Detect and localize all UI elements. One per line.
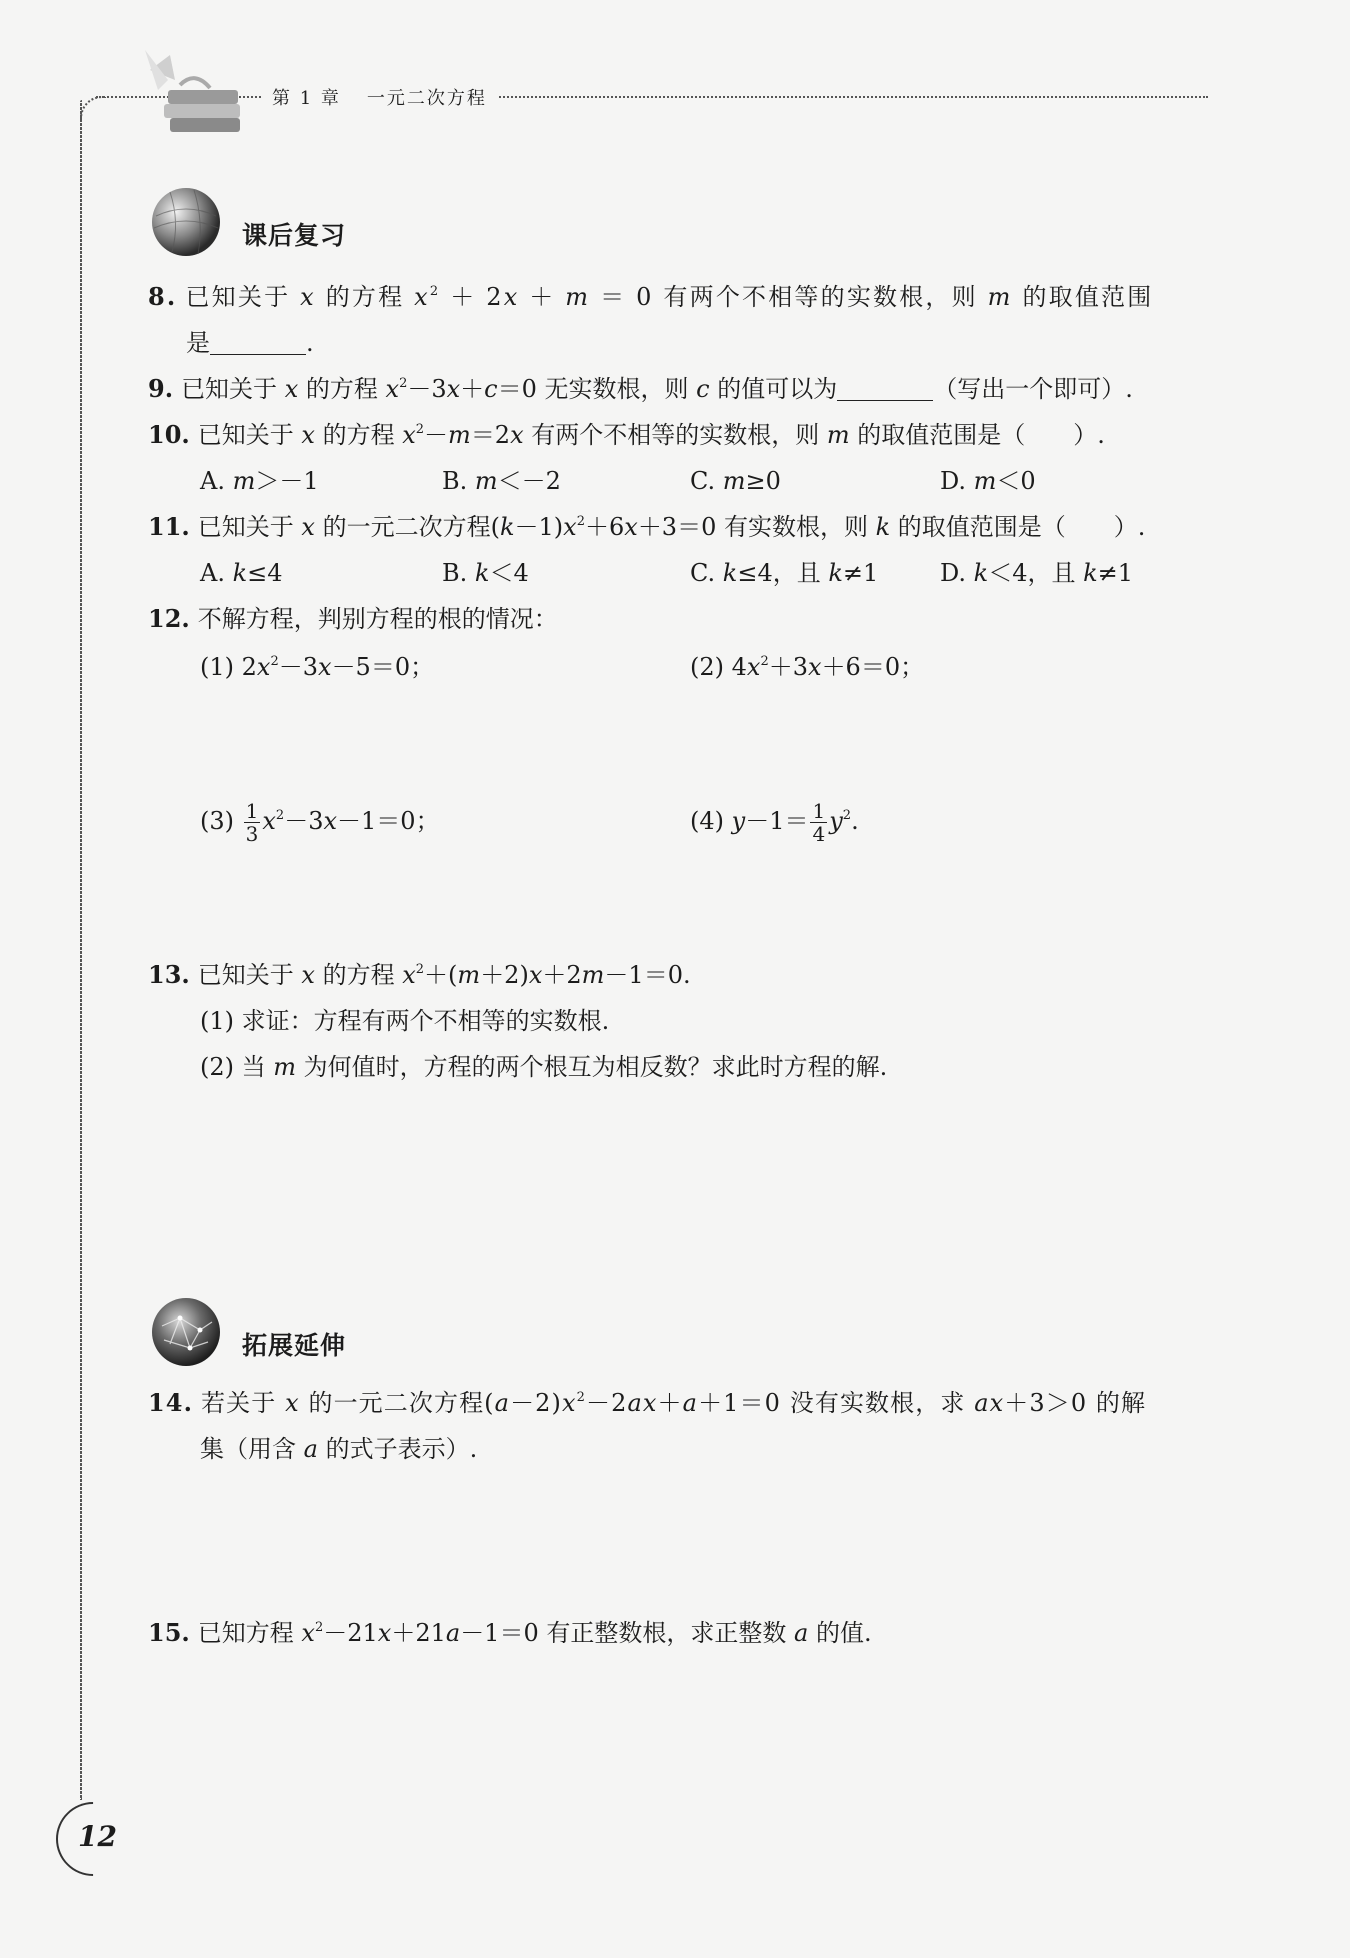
option-label: C. — [690, 467, 716, 495]
option-label: D. — [940, 559, 967, 587]
problem-text: 已知关于 — [181, 375, 285, 403]
problem-text: 的取值范围 — [1012, 283, 1154, 311]
problem-number: 11. — [148, 512, 190, 541]
part-label: (3) — [200, 807, 234, 835]
problem-text: 若关于 — [201, 1389, 286, 1417]
problem-text: 有实数根，则 — [716, 513, 876, 541]
page-number: 12 — [78, 1820, 117, 1853]
problem-14: 14. 若关于 x 的一元二次方程$(a-2)x^2-2ax+a+1=0$ 没有实数根，求 ax＋3＞0 的解 — [148, 1388, 1147, 1417]
problem-text: (2) 当 — [200, 1053, 274, 1081]
running-header — [262, 84, 497, 110]
problem-text: 无实数根，则 — [536, 375, 697, 403]
problem-text: 已知关于 — [197, 961, 302, 989]
problem-10: 10. 已知关于 x 的方程 $x^2-m=2x$ 有两个不相等的实数根，则 m 的取值范围是（ ）. — [148, 420, 1105, 449]
problem-text: 是 — [186, 329, 210, 357]
section-extension — [150, 1296, 550, 1376]
problem-text: 不解方程，判别方程的根的情况： — [197, 605, 558, 633]
section-title: 课后复习 — [242, 221, 347, 250]
chapter-title: 一元二次方程 — [366, 88, 487, 109]
problem-text: (1) 求证：方程有两个不相等的实数根. — [200, 1007, 610, 1035]
problem-12-part-4: (4) y－1＝ $\frac{1}{4}$ $y^2$. — [690, 799, 859, 846]
problem-12 — [148, 602, 558, 636]
fraction: $\frac{1}{4}$ — [812, 799, 826, 846]
problem-text: 的一元二次方程 — [299, 1389, 485, 1417]
page-number-badge — [56, 1802, 120, 1880]
part-label: (4) — [690, 807, 724, 835]
option-text: ，且 — [1027, 559, 1084, 587]
problem-number: 9. — [148, 374, 174, 403]
problem-text: 的解 — [1087, 1389, 1147, 1417]
problem-number: 10. — [148, 420, 190, 449]
option-11-d[interactable]: D. k＜4，且 k≠1 — [940, 559, 1134, 587]
option-label: C. — [690, 559, 716, 587]
option-label: A. — [200, 467, 225, 495]
problem-13: 13. 已知关于 x 的方程 $x^2+(m+2)x+2m-1=0$. — [148, 960, 691, 989]
section-title: 拓展延伸 — [242, 1331, 347, 1360]
option-10-c[interactable]: C. m≥0 — [690, 467, 781, 495]
option-label: A. — [200, 559, 225, 587]
books-logo-icon — [140, 50, 250, 140]
section-review — [150, 186, 550, 266]
problem-text: 集（用含 — [200, 1435, 304, 1463]
problem-text: 的方程 — [314, 421, 403, 449]
option-11-c[interactable]: C. k≤4，且 k≠1 — [690, 559, 879, 587]
problem-number: 15. — [148, 1618, 190, 1647]
problem-number: 14. — [148, 1388, 194, 1417]
problem-text: 的取值范围是（ ）. — [849, 421, 1105, 449]
problem-text: 的式子表示）. — [317, 1435, 478, 1463]
answer-blank[interactable] — [837, 376, 933, 401]
problem-text: 有正整数根，求正整数 — [538, 1619, 794, 1647]
problem-15: 15. 已知方程 $x^2-21x+21a-1=0$ 有正整数根，求正整数 a 的值. — [148, 1618, 872, 1647]
globe-ball-icon — [150, 186, 222, 258]
problem-13-part-2: (2) 当 m 为何值时，方程的两个根互为相反数？求此时方程的解. — [200, 1053, 888, 1081]
fraction: $\frac{1}{3}$ — [245, 799, 259, 846]
chapter-label: 第 1 章 — [272, 88, 341, 109]
problem-text: 的值. — [808, 1619, 872, 1647]
problem-text: . — [306, 329, 314, 357]
problem-text: 有两个不相等的实数根，则 — [653, 283, 988, 311]
problem-8-line2 — [186, 326, 314, 360]
problem-12-part-2: (2) $4x^2+3x+6=0$； — [690, 653, 925, 681]
option-10-b[interactable]: B. m＜－2 — [442, 467, 561, 495]
problem-text: 的方程 — [298, 375, 386, 403]
option-11-a[interactable]: A. k≤4 — [200, 559, 283, 587]
problem-text: 的方程 — [314, 961, 403, 989]
margin-corner — [80, 96, 106, 122]
problem-14-line2: 集（用含 a 的式子表示）. — [200, 1435, 478, 1463]
left-dotted-margin — [80, 100, 82, 1800]
problem-text: 已知方程 — [197, 1619, 302, 1647]
problem-number: 12. — [148, 604, 190, 633]
option-11-b[interactable]: B. k＜4 — [442, 559, 529, 587]
problem-12-part-1: (1) $2x^2-3x-5=0$； — [200, 653, 435, 681]
problem-11: 11. 已知关于 x 的一元二次方程$(k-1)x^2+6x+3=0$ 有实数根，则 k 的取值范围是（ ）. — [148, 512, 1146, 541]
network-globe-icon — [150, 1296, 222, 1368]
problem-text: 的值可以为 — [709, 375, 838, 403]
part-label: (1) — [200, 653, 234, 681]
problem-text: 已知关于 — [197, 421, 302, 449]
option-text: ，且 — [772, 559, 829, 587]
problem-8: 8. 已知关于 x 的方程 $x^2 + 2x + m = 0$ 有两个不相等的实数根，则 m 的取值范围 — [148, 282, 1154, 311]
problem-text: （写出一个即可）. — [933, 375, 1133, 403]
problem-text: 已知关于 — [185, 283, 301, 311]
option-label: D. — [940, 467, 967, 495]
problem-text: 已知关于 — [197, 513, 302, 541]
problem-number: 8. — [148, 282, 178, 311]
problem-text: 没有实数根，求 — [781, 1389, 975, 1417]
answer-blank[interactable] — [210, 330, 306, 355]
option-10-a[interactable]: A. m＞－1 — [200, 467, 319, 495]
problem-9: 9. 已知关于 x 的方程 $x^2-3x+c=0$ 无实数根，则 c 的值可以为 （写出一个即可）. — [148, 374, 1133, 403]
option-label: B. — [442, 467, 468, 495]
problem-12-part-3: (3) $\frac{1}{3}$ $x^2-3x-1=0$； — [200, 799, 440, 846]
problem-text: 为何值时，方程的两个根互为相反数？求此时方程的解. — [296, 1053, 888, 1081]
problem-number: 13. — [148, 960, 190, 989]
problem-text: 有两个不相等的实数根，则 — [523, 421, 827, 449]
part-label: (2) — [690, 653, 724, 681]
problem-text: 的一元二次方程 — [314, 513, 491, 541]
problem-text: 的取值范围是（ ）. — [890, 513, 1146, 541]
problem-text: 的方程 — [315, 283, 415, 311]
option-10-d[interactable]: D. m＜0 — [940, 467, 1036, 495]
option-label: B. — [442, 559, 468, 587]
problem-13-part-1 — [200, 1004, 609, 1038]
